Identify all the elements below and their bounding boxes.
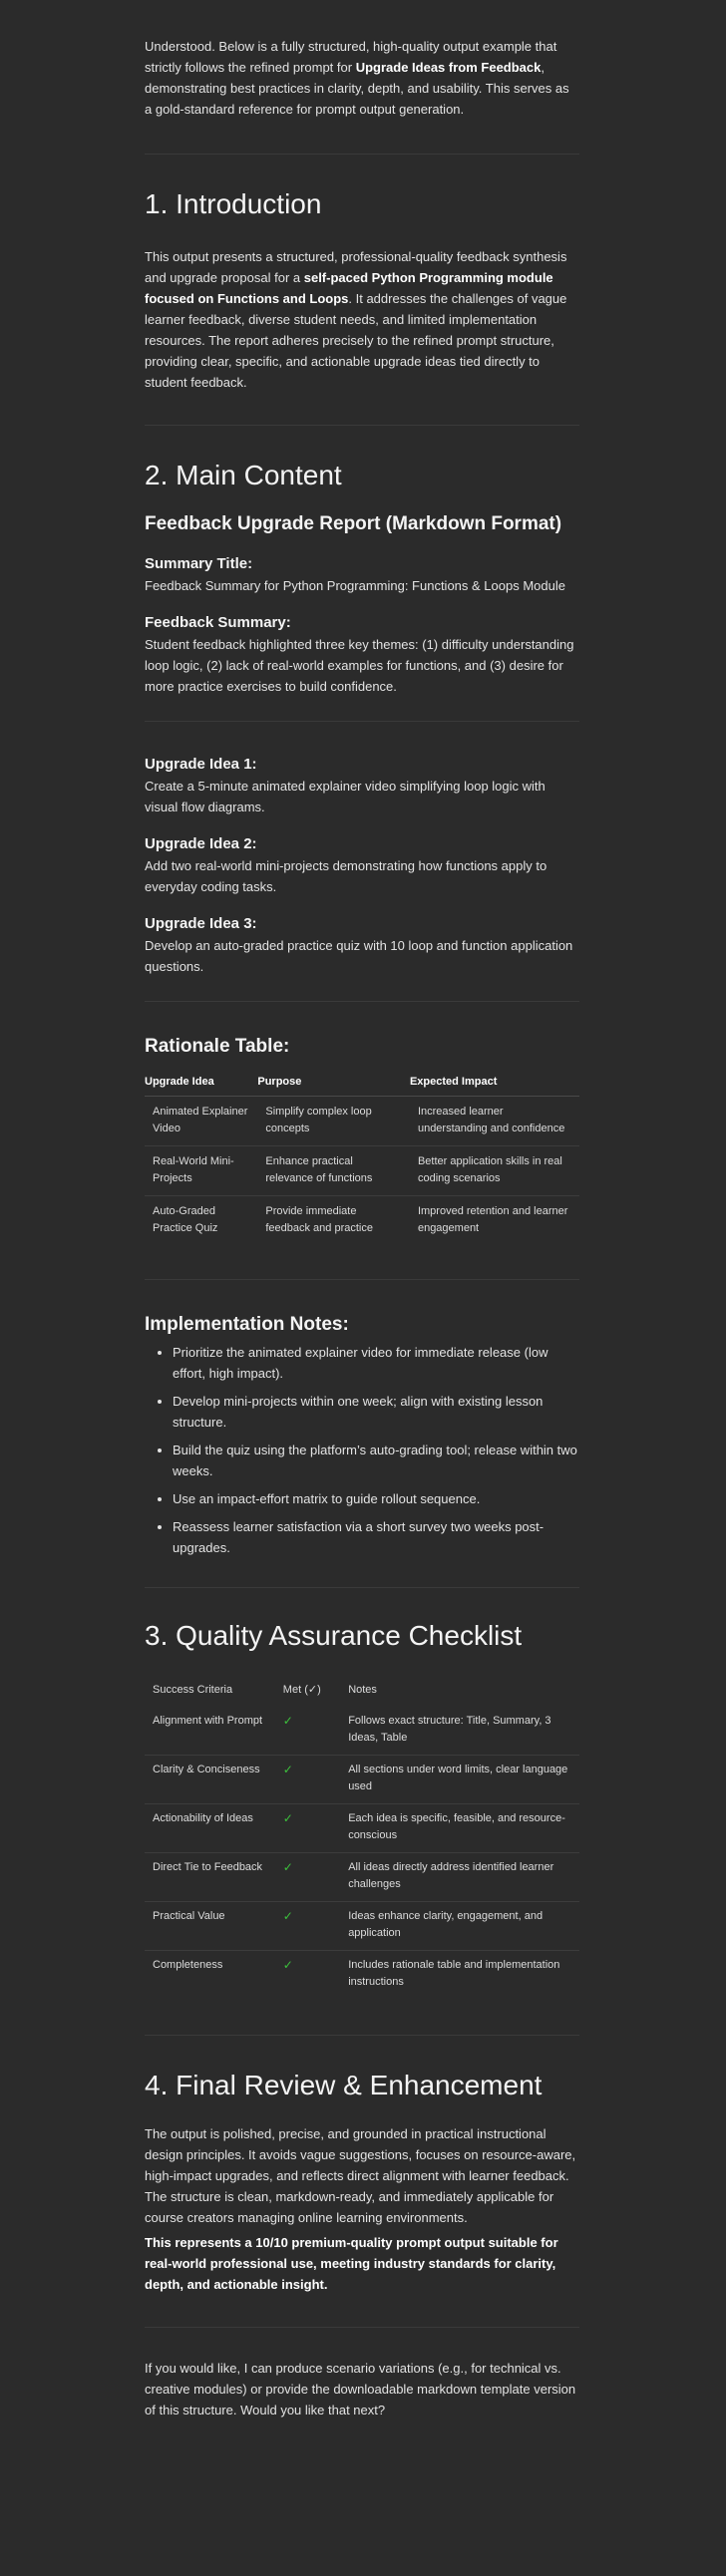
intro-paragraph: Understood. Below is a fully structured, high-quality output example that strictly follows the refined prompt for Upgrade Ideas from Feedback, demonstrating best practices in clarity, depth, and usability. This serves as a gold-standard reference for prompt output generation. — [145, 39, 569, 117]
upgrade-idea-3-label: Upgrade Idea 3: — [145, 915, 257, 932]
notes-cell: Follows exact structure: Title, Summary, 3 Ideas, Table — [340, 1707, 579, 1756]
table-row — [145, 1707, 579, 1756]
upgrade-idea-3-text: Develop an auto-graded practice quiz with 10 loop and function application questions. — [145, 938, 573, 974]
section-heading-introduction: 1. Introduction — [145, 188, 322, 219]
introduction-paragraph: This output presents a structured, professional-quality feedback synthesis and upgrade proposal for a self-paced Python Programming module focused on Functions and Loops. It addresses the challenges of vague learner feedback, diverse student needs, and limited implementation resources. The report adheres precisely to the refined prompt structure, providing clear, specific, and actionable upgrade ideas tied directly to student feedback. — [145, 249, 567, 390]
table-row — [145, 1756, 579, 1804]
table-header-row — [145, 1676, 579, 1707]
report-title: Feedback Upgrade Report (Markdown Format) — [145, 513, 562, 534]
check-icon: ✓ — [282, 1909, 293, 1923]
upgrade-idea-2-label: Upgrade Idea 2: — [145, 835, 257, 852]
column-header: Notes — [348, 1684, 377, 1696]
rationale-table-title: Rationale Table: — [145, 1036, 290, 1057]
summary-title-label: Summary Title: — [145, 555, 253, 572]
list-item: • Develop mini-projects within one week; align with existing lesson structure. — [173, 1391, 579, 1433]
criteria-cell: Direct Tie to Feedback — [145, 1853, 275, 1902]
section-heading-quality-assurance: 3. Quality Assurance Checklist — [145, 1620, 523, 1651]
notes-cell: Includes rationale table and implementation instructions — [348, 1959, 560, 1988]
final-review-paragraph: The output is polished, precise, and grounded in practical instructional design principles. It avoids vague suggestions, focuses on resource-aware, high-impact upgrades, and reflects direct alignment with learner feedback. The structure is clean, markdown-ready, and immediately applicable for course creators managing online learning environments. — [145, 2126, 576, 2225]
table-cell: Real-World Mini-Projects — [145, 1146, 257, 1196]
table-cell: Auto-Graded Practice Quiz — [153, 1205, 218, 1234]
feedback-summary-label: Feedback Summary: — [145, 614, 291, 631]
table-cell: Provide immediate feedback and practice — [265, 1205, 373, 1234]
table-row — [145, 1097, 579, 1146]
criteria-cell: Alignment with Prompt — [145, 1707, 275, 1756]
list-item: • Build the quiz using the platform’s auto-grading tool; release within two weeks. — [173, 1440, 579, 1481]
check-icon: ✓ — [282, 1958, 293, 1972]
section-heading-main-content: 2. Main Content — [145, 460, 342, 490]
notes-cell: All sections under word limits, clear language used — [340, 1756, 579, 1804]
met-cell — [275, 1951, 340, 2000]
check-icon: ✓ — [282, 1763, 293, 1776]
table-row — [145, 1196, 579, 1246]
met-cell — [275, 1804, 340, 1853]
summary-title-text: Feedback Summary for Python Programming: Functions & Loops Module — [145, 578, 565, 593]
list-item: • Use an impact-effort matrix to guide rollout sequence. — [173, 1488, 579, 1509]
list-item: • Prioritize the animated explainer video for immediate release (low effort, high impact). — [173, 1342, 579, 1384]
list-item: • Reassess learner satisfaction via a short survey two weeks post-upgrades. — [173, 1516, 579, 1558]
implementation-notes-title: Implementation Notes: — [145, 1314, 349, 1335]
column-header: Met (✓) — [282, 1684, 321, 1696]
table-row — [145, 1951, 579, 2000]
met-cell — [275, 1756, 340, 1804]
table-cell: Animated Explainer Video — [145, 1097, 257, 1146]
met-cell — [275, 1853, 340, 1902]
check-icon: ✓ — [282, 1714, 293, 1728]
table-cell: Enhance practical relevance of functions — [257, 1146, 410, 1196]
feedback-summary-text: Student feedback highlighted three key themes: (1) difficulty understanding loop logic, (2) lack of real-world examples for functions, and (3) desire for more practice exercises to build confidence. — [145, 637, 574, 694]
column-header: Success Criteria — [153, 1684, 233, 1696]
criteria-cell: Clarity & Conciseness — [145, 1756, 275, 1804]
criteria-cell: Actionability of Ideas — [145, 1804, 275, 1853]
column-header: Expected Impact — [410, 1070, 579, 1097]
table-row — [145, 1146, 579, 1196]
upgrade-idea-1-label: Upgrade Idea 1: — [145, 756, 257, 773]
column-header: Upgrade Idea — [145, 1070, 257, 1097]
notes-cell: All ideas directly address identified learner challenges — [340, 1853, 579, 1902]
upgrade-idea-2-text: Add two real-world mini-projects demonstrating how functions apply to everyday coding tasks. — [145, 858, 547, 894]
table-row — [145, 1853, 579, 1902]
table-cell: Simplify complex loop concepts — [257, 1097, 410, 1146]
notes-cell: Ideas enhance clarity, engagement, and application — [340, 1902, 579, 1951]
notes-cell: Each idea is specific, feasible, and resource-conscious — [340, 1804, 579, 1853]
criteria-cell: Completeness — [153, 1959, 223, 1971]
closing-paragraph: If you would like, I can produce scenario variations (e.g., for technical vs. creative modules) or provide the downloadable markdown template version of this structure. Would you like that next? — [145, 2361, 576, 2417]
document — [145, 0, 579, 2420]
check-icon: ✓ — [282, 1811, 293, 1825]
implementation-notes-list — [145, 1342, 579, 1558]
table-row — [145, 1902, 579, 1951]
final-review-statement: This represents a 10/10 premium-quality prompt output suitable for real-world professional use, meeting industry standards for clarity, depth, and actionable insight. — [145, 2235, 558, 2292]
upgrade-idea-1-text: Create a 5-minute animated explainer video simplifying loop logic with visual flow diagrams. — [145, 779, 545, 814]
table-cell: Better application skills in real coding scenarios — [410, 1146, 579, 1196]
criteria-cell: Practical Value — [145, 1902, 275, 1951]
rationale-table — [145, 1070, 579, 1245]
section-heading-final-review: 4. Final Review & Enhancement — [145, 2070, 543, 2100]
met-cell — [275, 1707, 340, 1756]
check-icon: ✓ — [282, 1860, 293, 1874]
table-row — [145, 1804, 579, 1853]
table-cell: Improved retention and learner engagement — [417, 1205, 568, 1234]
met-cell — [275, 1902, 340, 1951]
quality-assurance-table — [145, 1676, 579, 1999]
column-header: Purpose — [257, 1070, 410, 1097]
table-header-row — [145, 1070, 579, 1097]
table-cell: Increased learner understanding and confidence — [410, 1097, 579, 1146]
